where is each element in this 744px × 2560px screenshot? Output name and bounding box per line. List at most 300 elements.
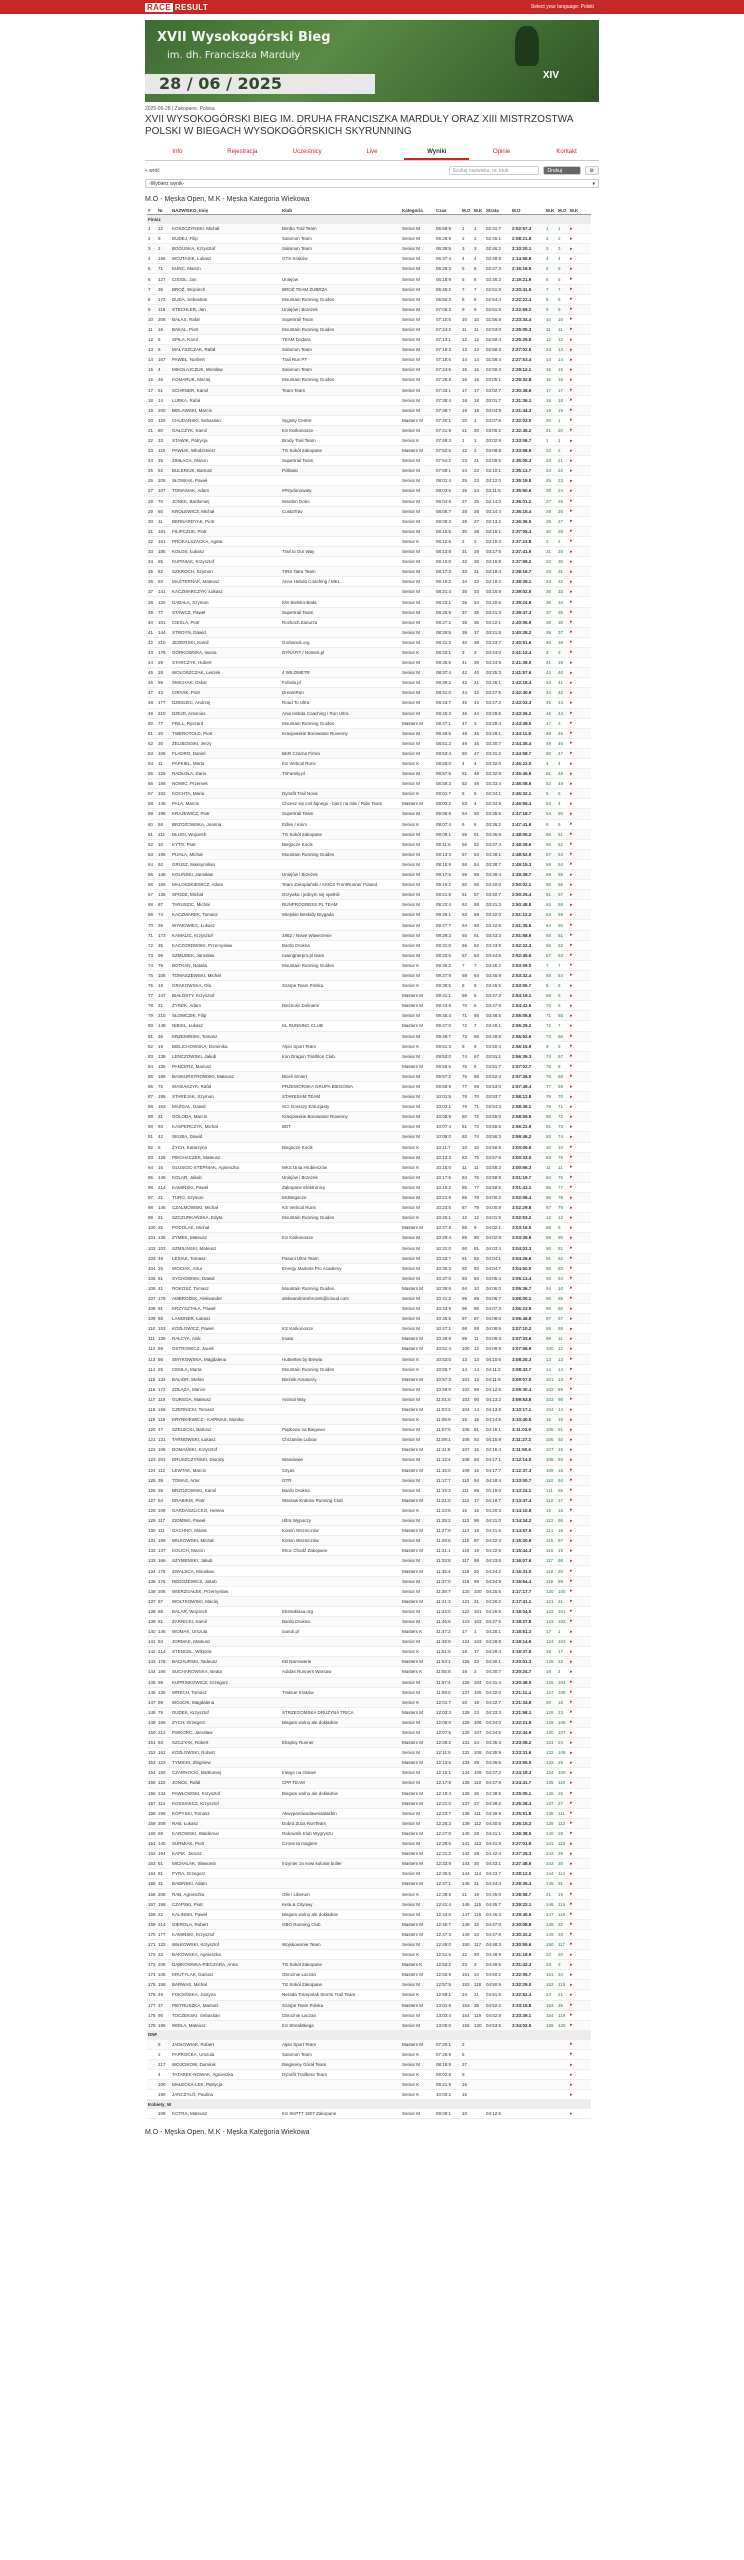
details-icon[interactable]: ▸ [569,940,591,950]
table-row[interactable] [147,2049,591,2059]
table-row[interactable] [147,880,591,890]
details-icon[interactable]: ▸ [569,1526,591,1536]
details-icon[interactable]: ▸ [569,849,591,859]
tab-rejestracja[interactable]: Rejestracja [227,149,258,155]
details-icon[interactable]: ▸ [569,1738,591,1748]
table-row[interactable] [147,1808,591,1818]
details-icon[interactable]: ▸ [569,1304,591,1314]
details-icon[interactable]: ▸ [569,2070,591,2080]
table-row[interactable] [147,1970,591,1980]
details-icon[interactable]: ▸ [569,1102,591,1112]
table-row[interactable] [147,1233,591,1243]
table-row[interactable] [147,1122,591,1132]
details-icon[interactable]: ▸ [569,536,591,546]
details-icon[interactable]: ▸ [569,1536,591,1546]
table-row[interactable] [147,254,591,264]
table-row[interactable] [147,1526,591,1536]
table-row[interactable] [147,577,591,587]
details-icon[interactable]: ▸ [569,779,591,789]
table-row[interactable] [147,597,591,607]
details-icon[interactable]: ▸ [569,1374,591,1384]
table-row[interactable] [147,1283,591,1293]
table-row[interactable] [147,1435,591,1445]
details-icon[interactable]: ▸ [569,748,591,758]
details-icon[interactable]: ▸ [569,1465,591,1475]
details-icon[interactable]: ▸ [569,1475,591,1485]
details-icon[interactable]: ▸ [569,1344,591,1354]
details-icon[interactable]: ▸ [569,970,591,980]
table-row[interactable] [147,1939,591,1949]
details-icon[interactable]: ▸ [569,1788,591,1798]
details-icon[interactable]: ▸ [569,900,591,910]
details-icon[interactable]: ▸ [569,1667,591,1677]
details-icon[interactable]: ▸ [569,1435,591,1445]
table-row[interactable] [147,1899,591,1909]
details-icon[interactable]: ▸ [569,2109,591,2119]
details-icon[interactable]: ▸ [569,1919,591,1929]
table-row[interactable] [147,2010,591,2020]
table-row[interactable] [147,496,591,506]
details-icon[interactable]: ▸ [569,1596,591,1606]
details-icon[interactable]: ▸ [569,1314,591,1324]
details-icon[interactable]: ▸ [569,1001,591,1011]
details-icon[interactable]: ▸ [569,2039,591,2049]
details-icon[interactable]: ▸ [569,1929,591,1939]
details-icon[interactable]: ▸ [569,1576,591,1586]
details-icon[interactable]: ▸ [569,1233,591,1243]
table-row[interactable] [147,1314,591,1324]
table-row[interactable] [147,960,591,970]
table-row[interactable] [147,1727,591,1737]
details-icon[interactable]: ▸ [569,1142,591,1152]
details-icon[interactable]: ▸ [569,1707,591,1717]
details-icon[interactable]: ▸ [569,476,591,486]
table-row[interactable] [147,950,591,960]
table-row[interactable] [147,678,591,688]
table-row[interactable] [147,718,591,728]
details-icon[interactable]: ▸ [569,1031,591,1041]
table-row[interactable] [147,224,591,234]
table-row[interactable] [147,1243,591,1253]
table-row[interactable] [147,698,591,708]
table-row[interactable] [147,1193,591,1203]
table-row[interactable] [147,647,591,657]
table-row[interactable] [147,607,591,617]
table-row[interactable] [147,1092,591,1102]
table-row[interactable] [147,1304,591,1314]
details-icon[interactable]: ▸ [569,1334,591,1344]
details-icon[interactable]: ▸ [569,1899,591,1909]
details-icon[interactable]: ▸ [569,708,591,718]
table-row[interactable] [147,355,591,365]
table-row[interactable] [147,1475,591,1485]
details-icon[interactable]: ▸ [569,758,591,768]
details-icon[interactable]: ▸ [569,1859,591,1869]
details-icon[interactable]: ▸ [569,1193,591,1203]
table-row[interactable] [147,758,591,768]
details-icon[interactable]: ▸ [569,1253,591,1263]
print-button[interactable]: Drukuj [543,166,581,175]
details-icon[interactable]: ▸ [569,698,591,708]
details-icon[interactable]: ▸ [569,1223,591,1233]
details-icon[interactable]: ▸ [569,839,591,849]
details-icon[interactable]: ▸ [569,567,591,577]
details-icon[interactable]: ▸ [569,688,591,698]
details-icon[interactable]: ▸ [569,1556,591,1566]
table-row[interactable] [147,415,591,425]
table-row[interactable] [147,1263,591,1273]
result-select[interactable] [145,179,599,188]
table-row[interactable] [147,1021,591,1031]
table-row[interactable] [147,1465,591,1475]
details-icon[interactable]: ▸ [569,1647,591,1657]
details-icon[interactable]: ▸ [569,345,591,355]
table-row[interactable] [147,1627,591,1637]
details-icon[interactable]: ▸ [569,1273,591,1283]
table-row[interactable] [147,1919,591,1929]
details-icon[interactable]: ▸ [569,506,591,516]
details-icon[interactable]: ▸ [569,577,591,587]
table-row[interactable] [147,1616,591,1626]
table-row[interactable] [147,1950,591,1960]
details-icon[interactable]: ▸ [569,446,591,456]
table-row[interactable] [147,1041,591,1051]
table-row[interactable] [147,1384,591,1394]
details-icon[interactable]: ▸ [569,1717,591,1727]
table-row[interactable] [147,1818,591,1828]
table-row[interactable] [147,1758,591,1768]
table-row[interactable] [147,1889,591,1899]
details-icon[interactable]: ▸ [569,1263,591,1273]
language-selector[interactable]: Select your language: Polski [530,4,594,10]
table-row[interactable] [147,1213,591,1223]
table-row[interactable] [147,284,591,294]
table-row[interactable] [147,1536,591,1546]
table-row[interactable] [147,1495,591,1505]
details-icon[interactable]: ▸ [569,1637,591,1647]
table-row[interactable] [147,1869,591,1879]
details-icon[interactable]: ▸ [569,1061,591,1071]
details-icon[interactable]: ▸ [569,799,591,809]
details-icon[interactable]: ▸ [569,1071,591,1081]
table-row[interactable] [147,839,591,849]
table-row[interactable] [147,1455,591,1465]
tab-live[interactable]: Live [366,149,378,155]
details-icon[interactable]: ▸ [569,1566,591,1576]
table-row[interactable] [147,1929,591,1939]
details-icon[interactable]: ▸ [569,1677,591,1687]
details-icon[interactable]: ▸ [569,960,591,970]
table-row[interactable] [147,748,591,758]
details-icon[interactable]: ▸ [569,1243,591,1253]
details-icon[interactable]: ▸ [569,1324,591,1334]
details-icon[interactable]: ▸ [569,668,591,678]
column-header[interactable]: M.K [473,207,485,215]
details-icon[interactable]: ▸ [569,284,591,294]
table-row[interactable] [147,940,591,950]
table-row[interactable] [147,1738,591,1748]
table-row[interactable] [147,476,591,486]
details-icon[interactable]: ▸ [569,1939,591,1949]
table-row[interactable] [147,1586,591,1596]
details-icon[interactable]: ▸ [569,415,591,425]
table-row[interactable] [147,1667,591,1677]
table-row[interactable] [147,1293,591,1303]
details-icon[interactable]: ▸ [569,1516,591,1526]
back-link[interactable]: « wróć [145,167,160,174]
table-row[interactable] [147,557,591,567]
table-row[interactable] [147,1909,591,1919]
details-icon[interactable]: ▸ [569,234,591,244]
table-row[interactable] [147,385,591,395]
table-row[interactable] [147,1152,591,1162]
table-row[interactable] [147,1687,591,1697]
details-icon[interactable]: ▸ [569,1758,591,1768]
table-row[interactable] [147,2000,591,2010]
table-row[interactable] [147,1425,591,1435]
details-icon[interactable]: ▸ [569,1627,591,1637]
search-input[interactable]: Szukaj nazwiska, nr, klub [449,166,539,175]
details-icon[interactable]: ▸ [569,1889,591,1899]
details-icon[interactable]: ▸ [569,1283,591,1293]
details-icon[interactable]: ▸ [569,1495,591,1505]
details-icon[interactable]: ▸ [569,1122,591,1132]
table-row[interactable] [147,1182,591,1192]
table-row[interactable] [147,536,591,546]
table-row[interactable] [147,2059,591,2069]
details-icon[interactable]: ▸ [569,617,591,627]
details-icon[interactable]: ▸ [569,375,591,385]
details-icon[interactable]: ▸ [569,1485,591,1495]
table-row[interactable] [147,1061,591,1071]
details-icon[interactable]: ▸ [569,1415,591,1425]
table-row[interactable] [147,1344,591,1354]
column-header[interactable]: # [147,207,157,215]
table-row[interactable] [147,1485,591,1495]
table-row[interactable] [147,779,591,789]
column-header[interactable]: Strata [485,207,511,215]
table-row[interactable] [147,1162,591,1172]
details-icon[interactable]: ▸ [569,1182,591,1192]
tab-uczestnicy[interactable]: Uczestnicy [292,149,322,155]
details-icon[interactable]: ▸ [569,1364,591,1374]
details-icon[interactable]: ▸ [569,385,591,395]
details-icon[interactable]: ▸ [569,324,591,334]
table-row[interactable] [147,617,591,627]
table-row[interactable] [147,234,591,244]
table-row[interactable] [147,365,591,375]
table-row[interactable] [147,1404,591,1414]
details-icon[interactable]: ▸ [569,496,591,506]
details-icon[interactable]: ▸ [569,738,591,748]
details-icon[interactable]: ▸ [569,910,591,920]
details-icon[interactable]: ▸ [569,718,591,728]
table-row[interactable] [147,1606,591,1616]
table-row[interactable] [147,658,591,668]
details-icon[interactable]: ▸ [569,789,591,799]
column-header[interactable]: M.O [461,207,473,215]
table-row[interactable] [147,375,591,385]
column-header[interactable]: Kategoria [401,207,435,215]
table-row[interactable] [147,526,591,536]
details-icon[interactable]: ▸ [569,405,591,415]
details-icon[interactable]: ▸ [569,1112,591,1122]
table-row[interactable] [147,1324,591,1334]
details-icon[interactable]: ▸ [569,1455,591,1465]
table-row[interactable] [147,1102,591,1112]
details-icon[interactable]: ▸ [569,1293,591,1303]
details-icon[interactable]: ▸ [569,991,591,1001]
table-row[interactable] [147,2039,591,2049]
details-icon[interactable]: ▸ [569,314,591,324]
details-icon[interactable]: ▸ [569,1748,591,1758]
table-row[interactable] [147,244,591,254]
details-icon[interactable]: ▸ [569,1697,591,1707]
details-icon[interactable]: ▸ [569,466,591,476]
table-row[interactable] [147,1364,591,1374]
details-icon[interactable]: ▸ [569,981,591,991]
table-row[interactable] [147,1717,591,1727]
table-row[interactable] [147,1828,591,1838]
table-row[interactable] [147,769,591,779]
table-row[interactable] [147,1172,591,1182]
table-row[interactable] [147,981,591,991]
table-row[interactable] [147,2080,591,2090]
details-icon[interactable]: ▸ [569,1980,591,1990]
table-row[interactable] [147,1990,591,2000]
details-icon[interactable]: ▸ [569,890,591,900]
details-icon[interactable]: ▸ [569,1849,591,1859]
details-icon[interactable]: ▸ [569,1839,591,1849]
table-row[interactable] [147,1011,591,1021]
details-icon[interactable]: ▸ [569,1505,591,1515]
table-row[interactable] [147,1051,591,1061]
table-row[interactable] [147,1505,591,1515]
details-icon[interactable]: ▸ [569,607,591,617]
details-icon[interactable]: ▸ [569,1879,591,1889]
table-row[interactable] [147,1707,591,1717]
details-icon[interactable]: ▸ [569,1354,591,1364]
details-icon[interactable]: ▸ [569,2059,591,2069]
table-row[interactable] [147,1980,591,1990]
details-icon[interactable]: ▸ [569,1203,591,1213]
details-icon[interactable]: ▸ [569,1172,591,1182]
details-icon[interactable]: ▸ [569,769,591,779]
details-icon[interactable]: ▸ [569,1213,591,1223]
table-row[interactable] [147,920,591,930]
column-header[interactable]: Nr [157,207,171,215]
details-icon[interactable]: ▸ [569,920,591,930]
table-row[interactable] [147,264,591,274]
table-row[interactable] [147,627,591,637]
table-row[interactable] [147,587,591,597]
column-header[interactable]: NAZWISKO, Imię [171,207,281,215]
details-icon[interactable]: ▸ [569,950,591,960]
details-icon[interactable]: ▸ [569,627,591,637]
column-header[interactable]: Czas [435,207,461,215]
details-icon[interactable]: ▸ [569,547,591,557]
table-row[interactable] [147,1081,591,1091]
table-row[interactable] [147,930,591,940]
table-row[interactable] [147,1546,591,1556]
table-row[interactable] [147,567,591,577]
table-row[interactable] [147,1798,591,1808]
details-icon[interactable]: ▸ [569,647,591,657]
details-icon[interactable]: ▸ [569,1152,591,1162]
table-row[interactable] [147,1960,591,1970]
details-icon[interactable]: ▸ [569,456,591,466]
column-header[interactable]: M.K [545,207,557,215]
details-icon[interactable]: ▸ [569,930,591,940]
table-row[interactable] [147,516,591,526]
details-icon[interactable]: ▸ [569,1081,591,1091]
table-row[interactable] [147,1576,591,1586]
tab-info[interactable]: Info [172,149,183,155]
details-icon[interactable]: ▸ [569,435,591,445]
table-row[interactable] [147,1334,591,1344]
table-row[interactable] [147,1112,591,1122]
settings-icon[interactable]: ⚙ [585,166,599,175]
table-row[interactable] [147,324,591,334]
details-icon[interactable]: ▸ [569,395,591,405]
details-icon[interactable]: ▸ [569,1687,591,1697]
table-row[interactable] [147,910,591,920]
table-row[interactable] [147,486,591,496]
details-icon[interactable]: ▸ [569,274,591,284]
details-icon[interactable]: ▸ [569,1960,591,1970]
table-row[interactable] [147,1596,591,1606]
details-icon[interactable]: ▸ [569,728,591,738]
details-icon[interactable]: ▸ [569,1051,591,1061]
table-row[interactable] [147,547,591,557]
table-row[interactable] [147,1374,591,1384]
table-row[interactable] [147,345,591,355]
table-row[interactable] [147,799,591,809]
table-row[interactable] [147,1132,591,1142]
table-row[interactable] [147,991,591,1001]
table-row[interactable] [147,1253,591,1263]
details-icon[interactable]: ▸ [569,355,591,365]
table-row[interactable] [147,708,591,718]
column-header[interactable]: Klub [281,207,401,215]
table-row[interactable] [147,2020,591,2030]
table-row[interactable] [147,304,591,314]
table-row[interactable] [147,1697,591,1707]
details-icon[interactable]: ▸ [569,1445,591,1455]
table-row[interactable] [147,1839,591,1849]
table-row[interactable] [147,1223,591,1233]
details-icon[interactable]: ▸ [569,1162,591,1172]
details-icon[interactable]: ▸ [569,254,591,264]
details-icon[interactable]: ▸ [569,587,591,597]
details-icon[interactable]: ▸ [569,1425,591,1435]
details-icon[interactable]: ▸ [569,2090,591,2100]
details-icon[interactable]: ▸ [569,1818,591,1828]
table-row[interactable] [147,1647,591,1657]
details-icon[interactable]: ▸ [569,1404,591,1414]
table-row[interactable] [147,1849,591,1859]
column-header[interactable]: M.O [511,207,545,215]
table-row[interactable] [147,2070,591,2080]
table-row[interactable] [147,1394,591,1404]
table-row[interactable] [147,435,591,445]
table-row[interactable] [147,1415,591,1425]
table-row[interactable] [147,395,591,405]
table-row[interactable] [147,1445,591,1455]
details-icon[interactable]: ▸ [569,1828,591,1838]
table-row[interactable] [147,405,591,415]
table-row[interactable] [147,446,591,456]
